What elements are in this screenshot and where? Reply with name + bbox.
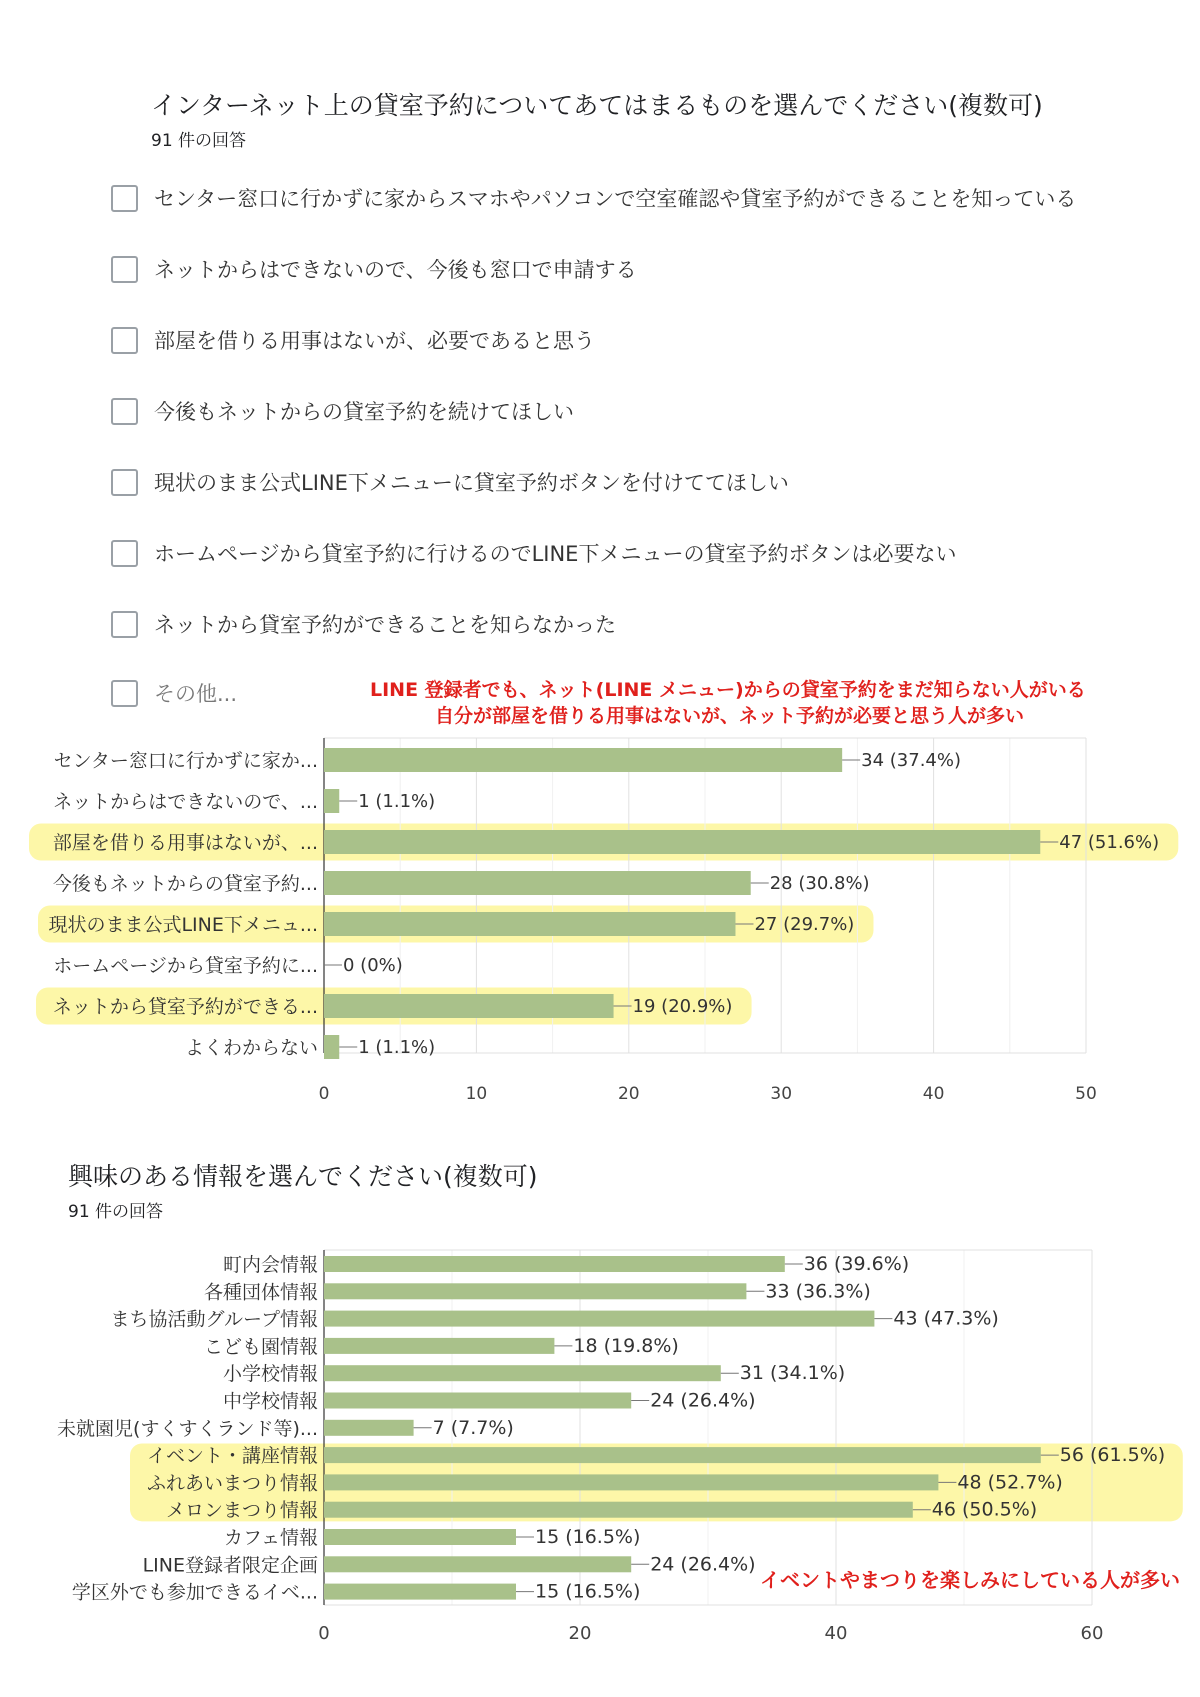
q1-option[interactable] — [111, 538, 956, 568]
q1-option[interactable] — [111, 254, 637, 284]
value-label: 33 (36.3%) — [765, 1280, 871, 1303]
category-label: こども園情報 — [203, 1335, 318, 1358]
value-label: 47 (51.6%) — [1059, 832, 1160, 853]
bar — [324, 1584, 516, 1600]
value-label: 24 (26.4%) — [650, 1389, 756, 1412]
q1-option-label: センター窓口に行かずに家からスマホやパソコンで空室確認や貸室予約ができることを知っている — [154, 187, 1077, 211]
bar — [324, 1556, 631, 1572]
q1-annotation-line-1: LINE 登録者でも、ネット(LINE メニュー)からの貸室予約をまだ知らない人がいる — [370, 679, 1086, 701]
value-label: 18 (19.8%) — [573, 1334, 679, 1357]
checkbox[interactable] — [111, 327, 138, 354]
value-label: 1 (1.1%) — [358, 791, 436, 812]
bar — [324, 1338, 554, 1354]
q1-annotation-line-2: 自分が部屋を借りる用事はないが、ネット予約が必要と思う人が多い — [435, 705, 1025, 727]
x-tick-label: 30 — [770, 1084, 793, 1104]
q1-option-label: 今後もネットからの貸室予約を続けてほしい — [154, 400, 574, 424]
category-label: ネットから貸室予約ができる... — [52, 996, 318, 1018]
category-label: 今後もネットからの貸室予約... — [52, 873, 318, 895]
bar — [324, 1529, 516, 1545]
q1-option-label: その他... — [154, 682, 238, 706]
value-label: 56 (61.5%) — [1059, 1444, 1166, 1467]
category-label: ホームページから貸室予約に... — [53, 955, 318, 977]
category-label: 各種団体情報 — [203, 1281, 318, 1304]
checkbox[interactable] — [111, 185, 138, 212]
bar — [324, 1365, 721, 1381]
q1-option[interactable] — [111, 183, 1076, 213]
x-tick-label: 0 — [318, 1623, 330, 1644]
checkbox[interactable] — [111, 540, 138, 567]
checkbox[interactable] — [111, 680, 138, 707]
bar — [324, 912, 735, 936]
bar — [324, 830, 1040, 854]
bar — [324, 1420, 414, 1436]
value-label: 0 (0%) — [343, 955, 403, 976]
x-tick-label: 10 — [465, 1084, 488, 1104]
checkbox[interactable] — [111, 398, 138, 425]
q1-option-label: ネットから貸室予約ができることを知らなかった — [154, 613, 616, 637]
value-label: 7 (7.7%) — [432, 1416, 514, 1439]
checkbox[interactable] — [111, 256, 138, 283]
q1-option-label: ホームページから貸室予約に行けるのでLINE下メニューの貸室予約ボタンは必要ない — [154, 542, 957, 566]
category-label: 町内会情報 — [222, 1254, 318, 1276]
value-label: 31 (34.1%) — [739, 1362, 846, 1385]
x-tick-label: 60 — [1080, 1623, 1104, 1644]
bar — [324, 1447, 1041, 1463]
x-tick-label: 20 — [617, 1084, 640, 1104]
q1-option[interactable] — [111, 609, 616, 639]
value-label: 43 (47.3%) — [893, 1307, 999, 1330]
value-label: 28 (30.8%) — [769, 873, 870, 894]
bar — [324, 789, 339, 813]
bar — [324, 1256, 785, 1272]
category-label: 現状のまま公式LINE下メニュ... — [48, 914, 318, 936]
bar — [324, 748, 842, 772]
category-label: 部屋を借りる用事はないが、... — [52, 832, 318, 854]
category-label: 学区外でも参加できるイベ... — [71, 1581, 318, 1604]
category-label: まち協活動グループ情報 — [110, 1308, 318, 1331]
category-label: 小学校情報 — [222, 1363, 318, 1386]
category-label: メロンまつり情報 — [165, 1499, 318, 1522]
q1-option-label: 部屋を借りる用事はないが、必要であると思う — [154, 329, 595, 353]
bar — [324, 871, 751, 895]
chart-q2-bar-chart — [0, 1245, 1200, 1685]
q1-title: インターネット上の貸室予約についてあてはまるものを選んでください(複数可) — [151, 91, 1043, 120]
q1-option[interactable] — [111, 325, 595, 355]
x-tick-label: 40 — [922, 1084, 945, 1104]
category-label: カフェ情報 — [223, 1527, 318, 1549]
q2-title: 興味のある情報を選んでください(複数可) — [68, 1162, 538, 1191]
q1-option[interactable] — [111, 396, 574, 426]
q1-response-count: 91 件の回答 — [151, 131, 247, 151]
value-label: 34 (37.4%) — [861, 750, 962, 771]
value-label: 15 (16.5%) — [535, 1580, 641, 1603]
checkbox[interactable] — [111, 611, 138, 638]
q2-response-count: 91 件の回答 — [68, 1202, 164, 1222]
bar — [324, 994, 614, 1018]
value-label: 27 (29.7%) — [754, 914, 855, 935]
x-tick-label: 50 — [1075, 1084, 1097, 1104]
bar — [324, 1393, 631, 1409]
chart-q1-bar-chart — [0, 735, 1200, 1185]
bar — [324, 1474, 938, 1490]
checkbox[interactable] — [111, 469, 138, 496]
q1-option-label: ネットからはできないので、今後も窓口で申請する — [154, 258, 637, 282]
q1-option[interactable] — [111, 678, 237, 708]
category-label: 中学校情報 — [222, 1390, 318, 1413]
category-label: ふれあいまつり情報 — [146, 1472, 318, 1495]
category-label: LINE登録者限定企画 — [142, 1554, 318, 1577]
x-tick-label: 20 — [568, 1623, 592, 1644]
category-label: センター窓口に行かずに家か... — [53, 750, 318, 772]
category-label: 未就園児(すくすくランド等)... — [57, 1417, 318, 1440]
value-label: 46 (50.5%) — [931, 1498, 1038, 1521]
bar — [324, 1311, 874, 1327]
q2-annotation: イベントやまつりを楽しみにしている人が多い — [760, 1568, 1180, 1592]
category-label: イベント・講座情報 — [146, 1445, 318, 1468]
category-label: よくわからない — [184, 1037, 318, 1059]
value-label: 36 (39.6%) — [803, 1253, 910, 1275]
x-tick-label: 40 — [824, 1623, 848, 1644]
bar — [324, 1283, 746, 1299]
value-label: 19 (20.9%) — [632, 996, 733, 1017]
q1-option-label: 現状のまま公式LINE下メニューに貸室予約ボタンを付けててほしい — [154, 471, 789, 495]
value-label: 24 (26.4%) — [650, 1553, 756, 1576]
bar — [324, 1035, 339, 1059]
value-label: 15 (16.5%) — [535, 1526, 641, 1548]
bar — [324, 1502, 913, 1518]
category-label: ネットからはできないので、... — [53, 791, 318, 813]
x-tick-label: 0 — [318, 1084, 330, 1104]
value-label: 48 (52.7%) — [957, 1471, 1063, 1494]
value-label: 1 (1.1%) — [358, 1037, 436, 1058]
q1-option[interactable] — [111, 467, 789, 497]
